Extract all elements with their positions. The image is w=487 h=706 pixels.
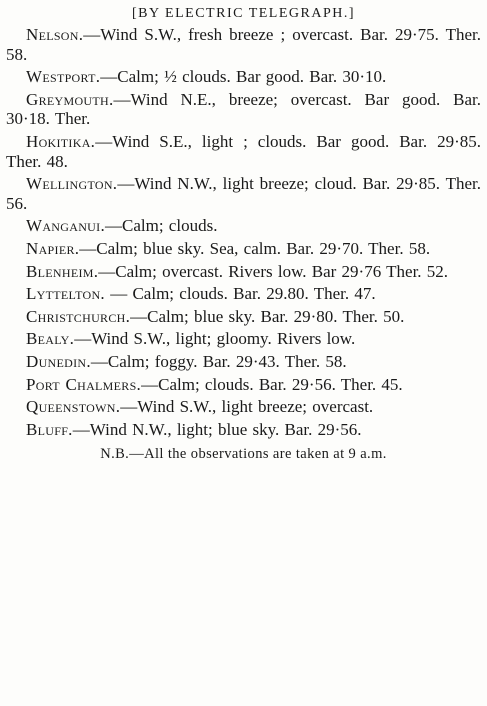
weather-report-bealy xyxy=(6,329,481,349)
report-text: —Wind S.W., light breeze; overcast. xyxy=(120,397,374,417)
place-name: Port Chalmers. xyxy=(26,374,142,394)
place-name: Bluff. xyxy=(26,419,73,439)
place-name: Christchurch. xyxy=(26,306,131,326)
place-name: Blenheim. xyxy=(26,261,99,281)
place-name: Wellington. xyxy=(26,174,118,194)
weather-report-wanganui xyxy=(6,216,481,236)
weather-report-westport xyxy=(6,67,481,87)
report-text: —Calm; overcast. Rivers low. Bar 29·76 Ther. 52. xyxy=(98,261,449,281)
report-text: —Calm; clouds. Bar. 29·56. Ther. 45. xyxy=(141,374,403,394)
report-text: —Wind S.W., light; gloomy. Rivers low. xyxy=(74,329,356,349)
report-text: —Calm; ½ clouds. Bar good. Bar. 30·10. xyxy=(100,67,387,87)
report-text: —Wind N.W., light breeze; cloud. Bar. 29·85. Ther. 56. xyxy=(6,174,481,213)
report-text: —Calm; foggy. Bar. 29·43. Ther. 58. xyxy=(90,351,347,371)
weather-report-blenheim xyxy=(6,262,481,282)
weather-report-greymouth xyxy=(6,90,481,129)
report-text: —Wind S.E., light ; clouds. Bar good. Bar. 29·85. Ther. 48. xyxy=(6,131,481,171)
report-text: —Wind N.W., light; blue sky. Bar. 29·56. xyxy=(72,419,362,439)
place-name: Wanganui. xyxy=(26,216,105,236)
report-text: —Calm; blue sky. Sea, calm. Bar. 29·70. Ther. 58. xyxy=(79,238,431,258)
place-name: Hokitika. xyxy=(26,131,96,151)
place-name: Lyttelton. xyxy=(26,284,105,304)
weather-report-nelson xyxy=(6,25,481,64)
place-name: Dunedin. xyxy=(26,351,91,371)
observation-footnote: N.B.—All the observations are taken at 9 a.m. xyxy=(100,446,387,463)
place-name: Napier. xyxy=(26,238,80,258)
report-text: — Calm; clouds. Bar. 29.80. Ther. 47. xyxy=(104,284,376,304)
report-text: —Calm; clouds. xyxy=(105,216,218,236)
weather-report-bluff xyxy=(6,420,481,440)
place-name: Queenstown. xyxy=(26,397,121,417)
place-name: Westport. xyxy=(26,67,101,87)
weather-report-christchurch xyxy=(6,307,481,327)
weather-report-napier xyxy=(6,239,481,259)
report-text: —Wind N.E., breeze; overcast. Bar good. Bar. 30·18. Ther. xyxy=(6,89,481,129)
weather-report-lyttelton xyxy=(6,284,481,304)
report-text: —Wind S.W., fresh breeze ; overcast. Bar. 29·75. Ther. 58. xyxy=(6,25,481,64)
place-name: Bealy. xyxy=(26,329,75,349)
place-name: Greymouth. xyxy=(26,89,114,109)
weather-report-port-chalmers xyxy=(6,375,481,395)
weather-report-dunedin xyxy=(6,352,481,372)
weather-report-hokitika xyxy=(6,132,481,171)
place-name: Nelson. xyxy=(26,25,84,44)
weather-report-queenstown xyxy=(6,397,481,417)
report-text: —Calm; blue sky. Bar. 29·80. Ther. 50. xyxy=(130,306,405,326)
column-heading: [BY ELECTRIC TELEGRAPH.] xyxy=(131,6,356,21)
weather-report-wellington xyxy=(6,174,481,213)
